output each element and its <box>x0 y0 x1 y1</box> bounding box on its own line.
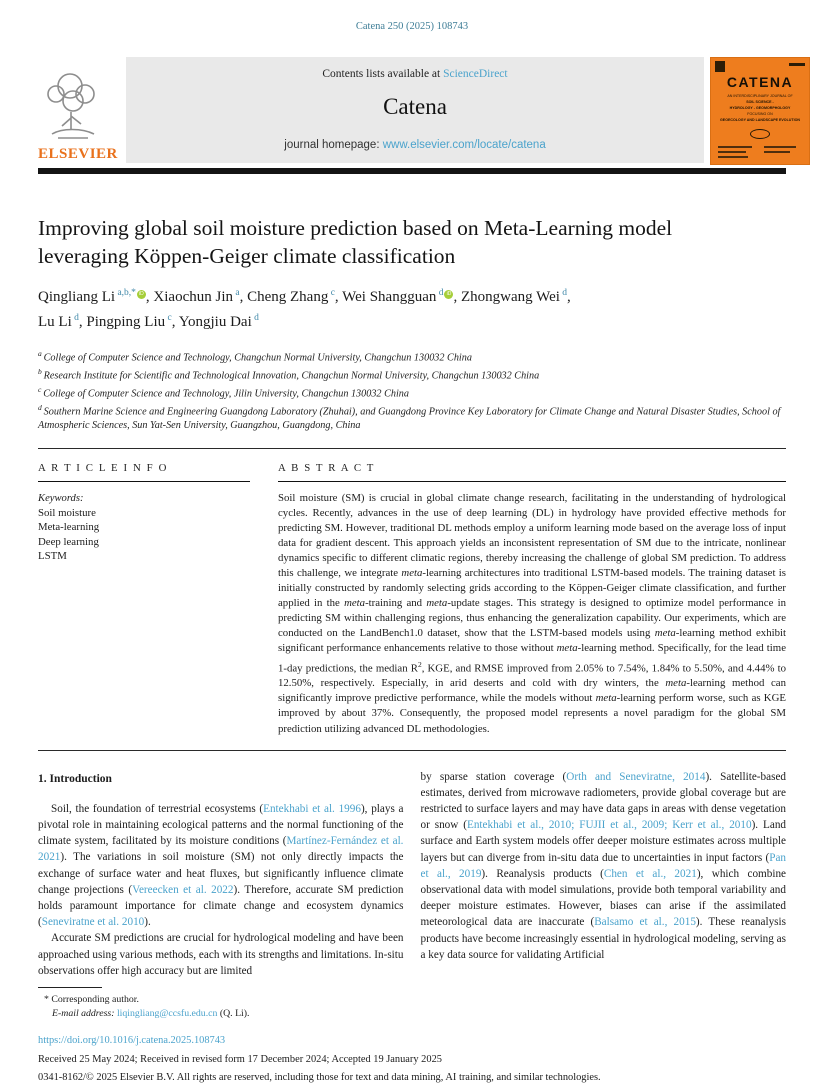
elsevier-logo <box>38 57 126 163</box>
homepage-url-link[interactable]: www.elsevier.com/locate/catena <box>382 139 546 151</box>
author: Cheng Zhang $^c$, <box>247 288 343 305</box>
author: Qingliang Li $^{a,b,*}$ iD , <box>38 288 154 305</box>
author: Xiaochun Jin $^a$, <box>153 288 248 305</box>
cover-barcode <box>715 61 725 72</box>
info-abstract-section <box>38 462 786 737</box>
author: Yongjiu Dai $^d$ <box>178 313 259 330</box>
keyword: Deep learning <box>38 535 99 548</box>
cover-journal-title: CATENA <box>726 74 794 90</box>
citation-link[interactable]: Balsamo et al., 2015 <box>594 916 696 929</box>
affiliation: $^c$ College of Computer Science and Technology, Jilin University, Changchun 130032 China <box>38 384 409 400</box>
cover-publisher-emblem <box>750 129 770 139</box>
footnote <box>38 987 786 1021</box>
orcid-icon[interactable]: iD <box>137 290 146 299</box>
section-heading: 1. Introduction <box>38 772 112 785</box>
abstract-heading: A B S T R A C T <box>278 461 375 474</box>
citation-link[interactable]: Orth and Seneviratne, 2014 <box>566 770 706 783</box>
author: Wei Shangguan $^d$ iD , <box>342 288 461 305</box>
journal-header <box>38 57 786 163</box>
citation-link[interactable]: Entekhabi et al., 2010; FUJII et al., 2009; Kerr et al., 2010 <box>467 819 752 832</box>
citation-link[interactable]: Chen et al., 2021 <box>603 867 697 880</box>
journal-reference-link[interactable]: Catena 250 (2025) 108743 <box>355 21 469 32</box>
author: Lu Li $^d$, <box>38 313 87 330</box>
citation-link[interactable]: Entekhabi et al. 1996 <box>263 802 361 815</box>
citation-link[interactable]: Pan et al., 2019 <box>420 851 786 880</box>
keywords-list <box>38 506 250 564</box>
homepage-line <box>126 139 704 151</box>
elsevier-wordmark: ELSEVIER <box>38 146 118 162</box>
header-divider-bar <box>38 168 786 174</box>
intro-paragraph: Accurate SM predictions are crucial for hydrological modeling and have been approached using various methods, each with its strengths and limitations. In-situ observations offer high accuracy but are limited <box>38 932 404 977</box>
divider <box>38 448 786 449</box>
cover-subtitle-line: FOCUSING ON <box>747 111 773 116</box>
journal-title: Catena <box>383 94 447 119</box>
received-dates: Received 25 May 2024; Received in revised form 17 December 2024; Accepted 19 January 2025 <box>38 1053 442 1065</box>
abstract-column <box>278 462 786 737</box>
cover-subtitle-line: HYDROLOGY - GEOMORPHOLOGY <box>729 105 791 110</box>
abstract-rule <box>278 481 786 482</box>
intro-paragraph: Soil, the foundation of terrestrial ecosystems (Entekhabi et al. 1996), plays a pivotal role in maintaining ecological patterns and the normal functioning of the climate system, facilitated by its moisture conditions (Martínez-Fernández et al. 2021). The variations in soil moisture (SM) not only directly impacts the exchange of surface water and heat fluxes, but significantly influence climate change projections (Vereecken et al. 2022). Therefore, accurate SM prediction holds paramount importance for climate change and ecosystem dynamics (Seneviratne et al. 2010). <box>38 802 404 929</box>
intro-right-column <box>421 769 787 979</box>
intro-paragraph: by sparse station coverage (Orth and Seneviratne, 2014). Satellite-based estimates, derived from microwave radiometers, provide global coverage but are restricted to surface layers and may have data gaps in areas with dense vegetation or snow (Entekhabi et al., 2010; FUJII et al., 2009; Kerr et al., 2010). Land surface and Earth system models offer deeper moisture estimates across multiple layers but can diverge from in-situ data due to uncertainties in input factors (Pan et al., 2019). Reanalysis products (Chen et al., 2021), which combine observational data with model simulations, provide both temporal variability and deeper moisture estimates. However, biases can arise if the assimilated meteorological data are inaccurate (Balsamo et al., 2015). These reanalysis products have become increasingly essential in hydrological modeling, serving as a key data source for validating Artificial <box>420 770 787 961</box>
elsevier-tree-icon <box>40 68 106 144</box>
cover-issn <box>789 63 805 66</box>
contents-prefix: Contents lists available at <box>322 68 444 80</box>
divider <box>38 750 786 751</box>
cover-subtitle-line: SOIL SCIENCE - <box>746 99 774 104</box>
sciencedirect-link[interactable]: ScienceDirect <box>443 68 508 80</box>
cover-subtitle <box>710 93 810 123</box>
keyword: LSTM <box>38 550 67 563</box>
journal-cover-thumbnail[interactable] <box>710 57 810 165</box>
keyword: Meta-learning <box>38 521 100 534</box>
article-info-column <box>38 462 250 737</box>
copyright-line: 0341-8162/© 2025 Elsevier B.V. All rights are reserved, including those for text and data mining, AI training, and similar technologies. <box>38 1072 601 1084</box>
doi-link[interactable]: https://doi.org/10.1016/j.catena.2025.108743 <box>38 1035 226 1047</box>
citation-link[interactable]: Seneviratne et al. 2010 <box>41 916 145 929</box>
affiliation: $^b$ Research Institute for Scientific and Technological Innovation, Changchun Normal University, Changchun 130032 China <box>38 366 540 382</box>
journal-banner <box>126 57 704 163</box>
introduction-section <box>38 769 786 979</box>
author-list <box>38 283 758 333</box>
cover-subtitle-line: GEOECOLOGY AND LANDSCAPE EVOLUTION <box>719 117 801 122</box>
affiliation: $^a$ College of Computer Science and Technology, Changchun Normal University, Changchun 130032 China <box>38 349 472 364</box>
citation-link[interactable]: liqingliang@ccsfu.edu.cn <box>116 1008 218 1020</box>
orcid-icon[interactable]: iD <box>444 290 453 299</box>
homepage-label: journal homepage: <box>284 139 383 151</box>
keyword: Soil moisture <box>38 506 96 519</box>
keywords-label: Keywords: <box>38 492 84 504</box>
corresponding-author-note: * Corresponding author. <box>44 994 139 1006</box>
author: Zhongwang Wei $^d$, <box>460 288 571 305</box>
article-info-rule <box>38 481 250 482</box>
citation-link[interactable]: Martínez-Fernández et al. 2021 <box>38 835 404 864</box>
cover-subtitle-line: AN INTERDISCIPLINARY JOURNAL OF <box>727 93 793 98</box>
cover-editors <box>718 146 802 161</box>
article-info-heading: A R T I C L E I N F O <box>38 461 168 474</box>
citation-link[interactable]: Vereecken et al. 2022 <box>132 883 234 896</box>
footnote-rule <box>38 987 102 988</box>
email-line: E-mail address: liqingliang@ccsfu.edu.cn (Q. Li). <box>52 1008 250 1020</box>
contents-line <box>126 68 704 80</box>
author: Pingping Liu $^c$, <box>86 313 179 330</box>
page-footer <box>38 1032 786 1084</box>
affiliations <box>38 347 786 433</box>
affiliation: $^d$ Southern Marine Science and Engineering Guangdong Laboratory (Zhuhai), and Guangdong Province Key Laboratory for Climate Change and Natural Disaster Studies, School of Atmospheric Sciences, Sun Yat-Sen University, Guangzhou, Guangdong, China <box>38 402 781 431</box>
abstract-text: Soil moisture (SM) is crucial in global climate change research, facilitating in the understanding of hydrological cycles. Recently, advances in the use of deep learning (DL) in hydrology have provided effective methods for predicting SM. However, traditional DL methods employ a uniform learning mode based on the average loss of input data for gradient descent. This approach yields an inconsistent representation of SM due to the intricate, nonlinear dynamics specific to different climatic regions, thereby increasing the challenge of global SM prediction. To address this challenge, we integrate meta-learning architectures into traditional LSTM-based models. The training dataset is initially constructed by randomly selecting grids according to the Köppen-Geiger climate classification, and further applied in the meta-training and meta-update stages. This strategy is designed to optimize model performance in predicting SM within challenging regions, thus enhancing the generalization capability. Our experiments, which are conducted on the LandBench1.0 dataset, show that the LSTM-based models using meta-learning method exhibit significant performance enhancements relative to those without meta-learning method. Specifically, for the lead time 1-day predictions, the median $R^2$, KGE, and RMSE improved from 2.05% to 7.54%, 1.84% to 5.50%, and 4.44% to 12.50%, respectively. Especially, in arid deserts and cold with dry winters, the meta-learning method can significantly improve predictive performance, while the models without meta-learning perform worse, such as KGE improved by about 37%. Consequently, the proposed model represents a novel paradigm for the global SM prediction utilizing advanced DL methodologies. <box>278 491 787 735</box>
intro-left-column <box>38 769 404 979</box>
article-title: Improving global soil moisture prediction based on Meta-Learning model leveraging Köppen-Geiger climate classification <box>38 216 673 268</box>
